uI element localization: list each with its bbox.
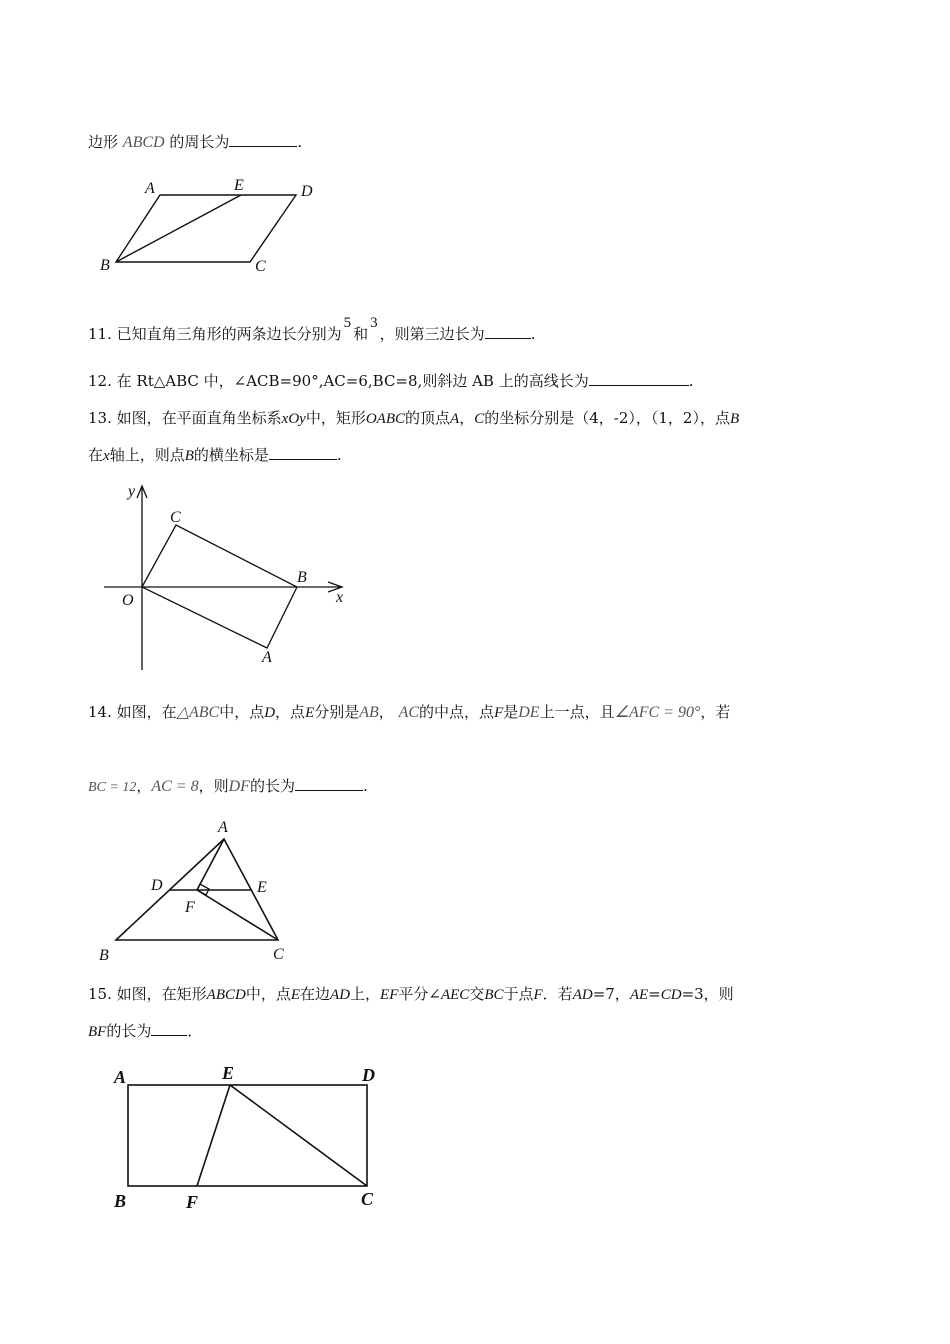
q15-bf: BF bbox=[88, 1024, 107, 1040]
q14-end: . bbox=[362, 777, 368, 795]
q10-label-d: D bbox=[301, 183, 313, 200]
q14-triangle: △ABC bbox=[176, 704, 220, 721]
q14-ac: AC bbox=[398, 704, 420, 721]
q13-text2: 中，矩形 bbox=[305, 409, 366, 427]
q14-t3: ，点 bbox=[275, 703, 306, 721]
q15-t10: = bbox=[648, 985, 661, 1003]
q13-text4: 的坐标分别是（4，-2），（1，2），点 bbox=[484, 409, 730, 427]
q10-segment-be bbox=[116, 195, 241, 262]
q15-point-f: F bbox=[533, 987, 543, 1003]
q15-segment-ec bbox=[230, 1085, 367, 1186]
q15-t2: 中，点 bbox=[245, 985, 291, 1003]
q13-comma: ， bbox=[459, 409, 475, 427]
q11-number: 11. bbox=[88, 325, 112, 343]
q11-side-b: 3 bbox=[370, 315, 378, 331]
q10-label-a: A bbox=[145, 180, 155, 197]
q13-line1 bbox=[88, 408, 739, 429]
q13-line2-pre: 在 bbox=[88, 446, 104, 464]
q13-end: . bbox=[336, 446, 342, 464]
q13-oabc: OABC bbox=[365, 411, 405, 427]
q14-de: DE bbox=[518, 704, 540, 721]
q13-label-o: O bbox=[122, 592, 134, 609]
q10-text-line bbox=[88, 132, 302, 153]
q14-label-c: C bbox=[273, 946, 284, 963]
q14-angle: ∠AFC = 90° bbox=[614, 704, 701, 721]
q14-ab: AB bbox=[359, 704, 379, 721]
q14-t9: ，若 bbox=[700, 703, 731, 721]
q15-t3: 在边 bbox=[300, 985, 331, 1003]
q15-label-b: B bbox=[114, 1191, 127, 1211]
q13-line2 bbox=[88, 445, 342, 466]
q14-t11: 的长为 bbox=[249, 777, 295, 795]
q14-label-b: B bbox=[99, 947, 109, 964]
q12-text: 在 Rt△ABC 中，∠ACB=90°,AC=6,BC=8,则斜边 AB 上的高线长为 bbox=[116, 372, 589, 390]
q14-point-d: D bbox=[264, 705, 276, 721]
q12-end: . bbox=[688, 372, 694, 390]
q13-point-b2: B bbox=[184, 448, 194, 464]
q11-answer-blank[interactable] bbox=[485, 324, 531, 339]
q10-prefix: 边形 bbox=[88, 133, 119, 151]
q15-line1 bbox=[88, 984, 734, 1005]
q10-parallelogram bbox=[116, 195, 296, 262]
q15-aec: AEC bbox=[440, 987, 470, 1003]
q15-cd: CD bbox=[660, 987, 682, 1003]
q15-label-f: F bbox=[186, 1192, 199, 1212]
q15-t9: =7， bbox=[592, 985, 630, 1003]
q15-rectangle-figure bbox=[108, 1060, 398, 1220]
q15-point-e: E bbox=[290, 987, 301, 1003]
q15-t8: ．若 bbox=[542, 985, 573, 1003]
q14-point-e: E bbox=[305, 705, 315, 721]
q13-text3: 的顶点 bbox=[405, 409, 451, 427]
q13-point-c: C bbox=[474, 411, 485, 427]
q15-t1: 如图，在矩形 bbox=[116, 985, 207, 1003]
q15-bc: BC bbox=[484, 987, 504, 1003]
q10-label-c: C bbox=[255, 258, 266, 275]
q13-line2-mid: 轴上，则点 bbox=[109, 446, 185, 464]
q13-x-axis-word: x bbox=[103, 448, 110, 464]
q13-point-b: B bbox=[729, 411, 740, 427]
q15-label-c: C bbox=[361, 1189, 374, 1209]
q13-label-a: A bbox=[262, 649, 272, 666]
q15-ef: EF bbox=[380, 987, 399, 1003]
q10-label-e: E bbox=[234, 177, 244, 194]
q15-ad: AD bbox=[330, 987, 351, 1003]
q14-t10: ，则 bbox=[198, 777, 229, 795]
q14-segment-fc bbox=[197, 890, 278, 940]
q14-label-e: E bbox=[257, 879, 267, 896]
q13-answer-blank[interactable] bbox=[269, 445, 337, 460]
q14-t2: 中，点 bbox=[219, 703, 265, 721]
q14-ac8: AC = 8 bbox=[151, 778, 199, 795]
q10-suffix: 的周长为 bbox=[169, 133, 230, 151]
q15-line2 bbox=[88, 1021, 202, 1042]
q11-and: 和 bbox=[353, 325, 369, 343]
q15-label-a: A bbox=[114, 1067, 127, 1087]
q15-label-d: D bbox=[362, 1065, 375, 1085]
q14-t1: 如图，在 bbox=[116, 703, 177, 721]
q15-end: ． bbox=[187, 1022, 203, 1040]
q15-ae: AE bbox=[629, 987, 649, 1003]
q11-line bbox=[88, 315, 536, 345]
q11-text1: 已知直角三角形的两条边长分别为 bbox=[116, 325, 342, 343]
q13-text1: 如图，在平面直角坐标系 bbox=[116, 409, 282, 427]
q10-label-b: B bbox=[100, 257, 110, 274]
q13-label-c: C bbox=[170, 509, 181, 526]
q11-text2: ，则第三边长为 bbox=[379, 325, 485, 343]
q15-t11: =3，则 bbox=[681, 985, 734, 1003]
q14-t5: ， bbox=[378, 703, 394, 721]
q15-t12: 的长为 bbox=[106, 1022, 152, 1040]
q15-ad2: AD bbox=[572, 987, 593, 1003]
q14-c1: ， bbox=[136, 777, 152, 795]
q13-point-a: A bbox=[450, 411, 460, 427]
q15-number: 15. bbox=[88, 985, 112, 1003]
q14-line2 bbox=[88, 776, 368, 798]
q14-t7: 是 bbox=[503, 703, 519, 721]
q14-point-f: F bbox=[494, 705, 504, 721]
q10-answer-blank[interactable] bbox=[229, 132, 297, 147]
q14-t6: 的中点，点 bbox=[419, 703, 495, 721]
q14-triangle-figure bbox=[95, 812, 315, 967]
q15-t5: 平分∠ bbox=[398, 985, 441, 1003]
q15-t4: 上， bbox=[350, 985, 381, 1003]
q12-answer-blank[interactable] bbox=[589, 371, 689, 386]
q12-line bbox=[88, 371, 694, 391]
q14-bc: BC = 12 bbox=[88, 780, 137, 795]
q14-segment-af bbox=[197, 839, 224, 890]
q15-answer-blank[interactable] bbox=[151, 1021, 187, 1036]
q15-segment-ef bbox=[197, 1085, 230, 1186]
q14-answer-blank[interactable] bbox=[295, 776, 363, 791]
q10-parallelogram-figure bbox=[95, 172, 335, 282]
q14-t4: 分别是 bbox=[314, 703, 360, 721]
q14-number: 14. bbox=[88, 703, 112, 721]
q14-df: DF bbox=[228, 778, 250, 795]
q13-line2-post: 的横坐标是 bbox=[193, 446, 269, 464]
q14-line1 bbox=[88, 702, 730, 723]
q11-side-a: 5 bbox=[343, 315, 352, 331]
q13-label-b: B bbox=[297, 569, 307, 586]
q15-rectangle-abcd bbox=[128, 1085, 367, 1186]
q13-xoy: xOy bbox=[281, 411, 306, 427]
q14-label-d: D bbox=[151, 877, 163, 894]
q13-number: 13. bbox=[88, 409, 112, 427]
q14-label-f: F bbox=[185, 899, 195, 916]
q15-label-e: E bbox=[222, 1063, 235, 1083]
q15-abcd: ABCD bbox=[206, 987, 246, 1003]
q13-label-x: x bbox=[336, 589, 344, 606]
q15-t7: 于点 bbox=[503, 985, 534, 1003]
q13-label-y: y bbox=[128, 483, 136, 500]
q14-label-a: A bbox=[218, 819, 228, 836]
q12-number: 12. bbox=[88, 372, 112, 390]
q10-shape-name: ABCD bbox=[122, 134, 165, 151]
q11-end: . bbox=[530, 325, 536, 343]
q13-coordinate-figure bbox=[100, 480, 360, 675]
q15-t6: 交 bbox=[469, 985, 485, 1003]
q10-end: . bbox=[297, 133, 303, 151]
q14-t8: 上一点，且 bbox=[539, 703, 615, 721]
